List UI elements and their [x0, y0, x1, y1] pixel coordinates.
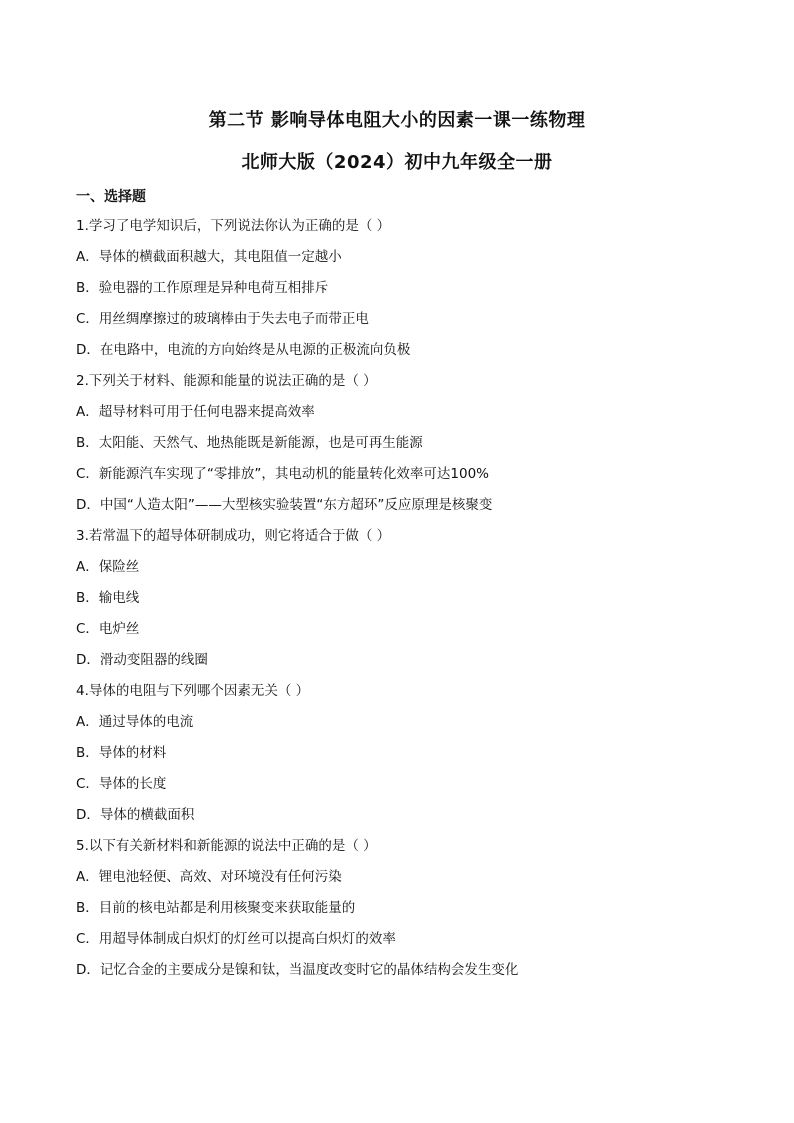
question-5	[76, 832, 736, 987]
option-b: B．目前的核电站都是利用核聚变来获取能量的	[76, 900, 356, 916]
option-b: B．验电器的工作原理是异种电荷互相排斥	[76, 280, 329, 296]
option-a: A．超导材料可用于任何电器来提高效率	[76, 404, 315, 420]
question-2	[76, 367, 736, 522]
option-d: D．在电路中，电流的方向始终是从电源的正极流向负极	[76, 342, 411, 358]
option-c: C．新能源汽车实现了“零排放”，其电动机的能量转化效率可达100%	[76, 466, 490, 482]
question-stem: 1.学习了电学知识后，下列说法你认为正确的是（ ）	[76, 218, 391, 234]
option-b: B．输电线	[76, 590, 140, 606]
option-b: B．导体的材料	[76, 745, 167, 761]
option-b: B．太阳能、天然气、地热能既是新能源，也是可再生能源	[76, 435, 423, 451]
option-d: D．记忆合金的主要成分是镍和钛，当温度改变时它的晶体结构会发生变化	[76, 962, 519, 978]
option-d: D．中国“人造太阳”——大型核实验装置“东方超环”反应原理是核聚变	[76, 497, 493, 513]
question-list	[76, 212, 736, 987]
option-a: A．导体的横截面积越大，其电阻值一定越小	[76, 249, 342, 265]
option-c: C．导体的长度	[76, 776, 167, 792]
section-heading: 一、选择题	[76, 189, 146, 205]
question-3	[76, 522, 736, 677]
option-c: C．电炉丝	[76, 621, 140, 637]
question-4	[76, 677, 736, 832]
question-stem: 2.下列关于材料、能源和能量的说法正确的是（ ）	[76, 373, 377, 389]
question-stem: 5.以下有关新材料和新能源的说法中正确的是（ ）	[76, 838, 377, 854]
question-stem: 4.导体的电阻与下列哪个因素无关（ ）	[76, 683, 310, 699]
document-subtitle: 北师大版（2024）初中九年级全一册	[241, 152, 553, 173]
option-c: C．用丝绸摩擦过的玻璃棒由于失去电子而带正电	[76, 311, 369, 327]
option-d: D．导体的横截面积	[76, 807, 195, 823]
option-a: A．通过导体的电流	[76, 714, 194, 730]
option-c: C．用超导体制成白炽灯的灯丝可以提高白炽灯的效率	[76, 931, 396, 947]
option-a: A．保险丝	[76, 559, 140, 575]
option-a: A．锂电池轻便、高效、对环境没有任何污染	[76, 869, 342, 885]
document-title: 第二节 影响导体电阻大小的因素一课一练物理	[208, 110, 586, 131]
option-d: D．滑动变阻器的线圈	[76, 652, 208, 668]
question-1	[76, 212, 736, 367]
question-stem: 3.若常温下的超导体研制成功，则它将适合于做（ ）	[76, 528, 391, 544]
